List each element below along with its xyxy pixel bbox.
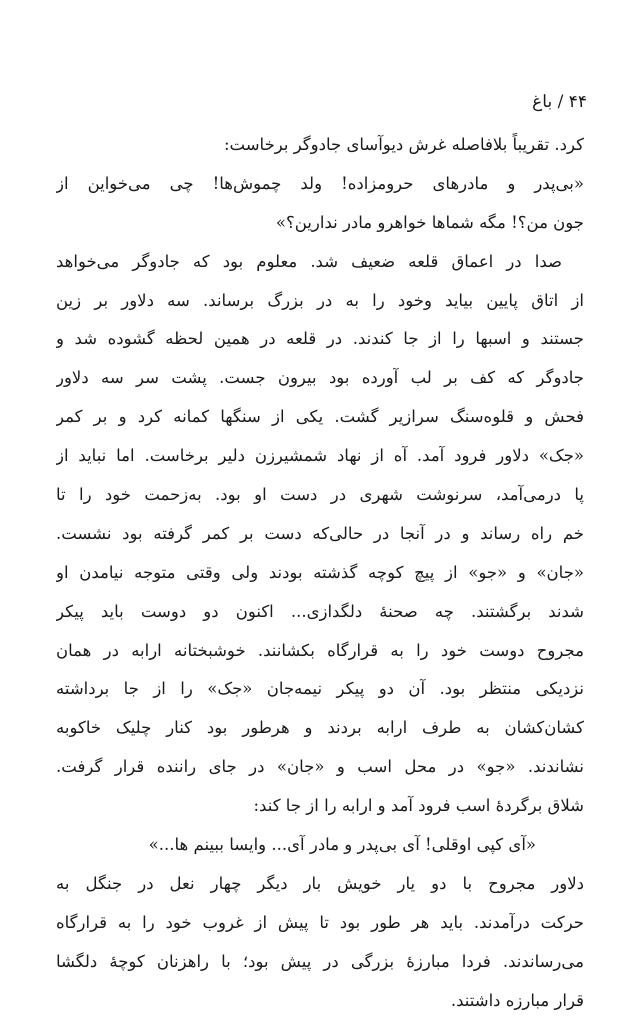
text-line: فحش و قلوه‌سنگ سرازیر گشت. یکی از سنگها کمانه کرد و بر کمر — [56, 407, 584, 427]
body-text — [56, 126, 584, 1020]
text-line: کرد. تقریباً بلافاصله غرش دیوآسای جادوگر برخاست: — [223, 135, 584, 154]
text-line: جادوگر که کف بر لب آورده بود بیرون جست. پشت سر سه دلاور — [56, 368, 584, 388]
text-line: دلاور مجروح با دو یار خویش بار دیگر چهار نعل در جنگل به — [56, 873, 584, 893]
text-line: «جک» دلاور فرود آمد. آه از نهاد شمشیرزن دلیر برخاست. اما نباید از — [56, 446, 584, 466]
book-title: باغ — [532, 92, 553, 112]
text-line: شدند برگشتند. چه صحنهٔ دلگدازی... اکنون دو دوست باید پیکر — [56, 601, 584, 621]
text-line: صدا در اعماق قلعه ضعیف شد. معلوم بود که جادوگر می‌خواهد — [56, 251, 562, 271]
text-line: جون من؟! مگه شماها خواهرو مادر ندارین؟» — [275, 212, 584, 232]
page-number: ۴۴ — [568, 92, 587, 112]
text-line: «جان» و «جو» از پیچ کوچه گذشته بودند ولی وقتی متوجه نیامدن او — [56, 562, 584, 582]
text-line: از اتاق پایین بیاید وخود را به در بزرگ برساند. سه دلاور بر زین — [56, 290, 584, 310]
text-line: «بی‌پدر و مادرهای حرومزاده! ولد چموش‌ها! چی می‌خواین از — [56, 173, 584, 193]
header-separator: / — [557, 92, 564, 112]
text-line: می‌رساندند. فردا مبارزهٔ بزرگی در پیش بود؛ با راهزنان کوچهٔ دلگشا — [56, 951, 584, 971]
text-line: کشان‌کشان به طرف ارابه بردند و هرطور بود کنار چلیک خاکوبه — [56, 718, 584, 738]
text-line: نشاندند. «جو» در محل اسب و «جان» در جای راننده قرار گرفت. — [56, 757, 584, 777]
text-line: نزدیکی منتظر بود. آن دو پیکر نیمه‌جان «جک» را از جا برداشته — [56, 679, 584, 699]
text-line: پا درمی‌آمد، سرنوشت شهری در دست او بود. به‌زحمت خود را تا — [56, 485, 584, 505]
text-line: قرار مبارزه داشتند. — [450, 990, 584, 1010]
page-header — [532, 90, 587, 114]
text-line: «آی کپی اوقلی! آی بی‌پدر و مادر آی... وایسا ببینم ها...» — [148, 835, 536, 855]
text-line: شلاق برگردهٔ اسب فرود آمد و ارابه را از جا کند: — [253, 796, 584, 816]
text-line: مجروح دوست خود را به قرارگاه بکشانند. خوشبختانه ارابه در همان — [56, 640, 584, 660]
text-line: جستند و اسبها را از جا کندند. در قلعه در همین لحظه گشوده شد و — [56, 329, 584, 349]
text-line: خم راه رساند و در آنجا در حالی‌که دست بر کمر گرفته بود نشست. — [56, 523, 584, 543]
text-line: حرکت درآمدند. باید هر طور بود تا پیش از غروب خود را به قرارگاه — [56, 912, 584, 932]
